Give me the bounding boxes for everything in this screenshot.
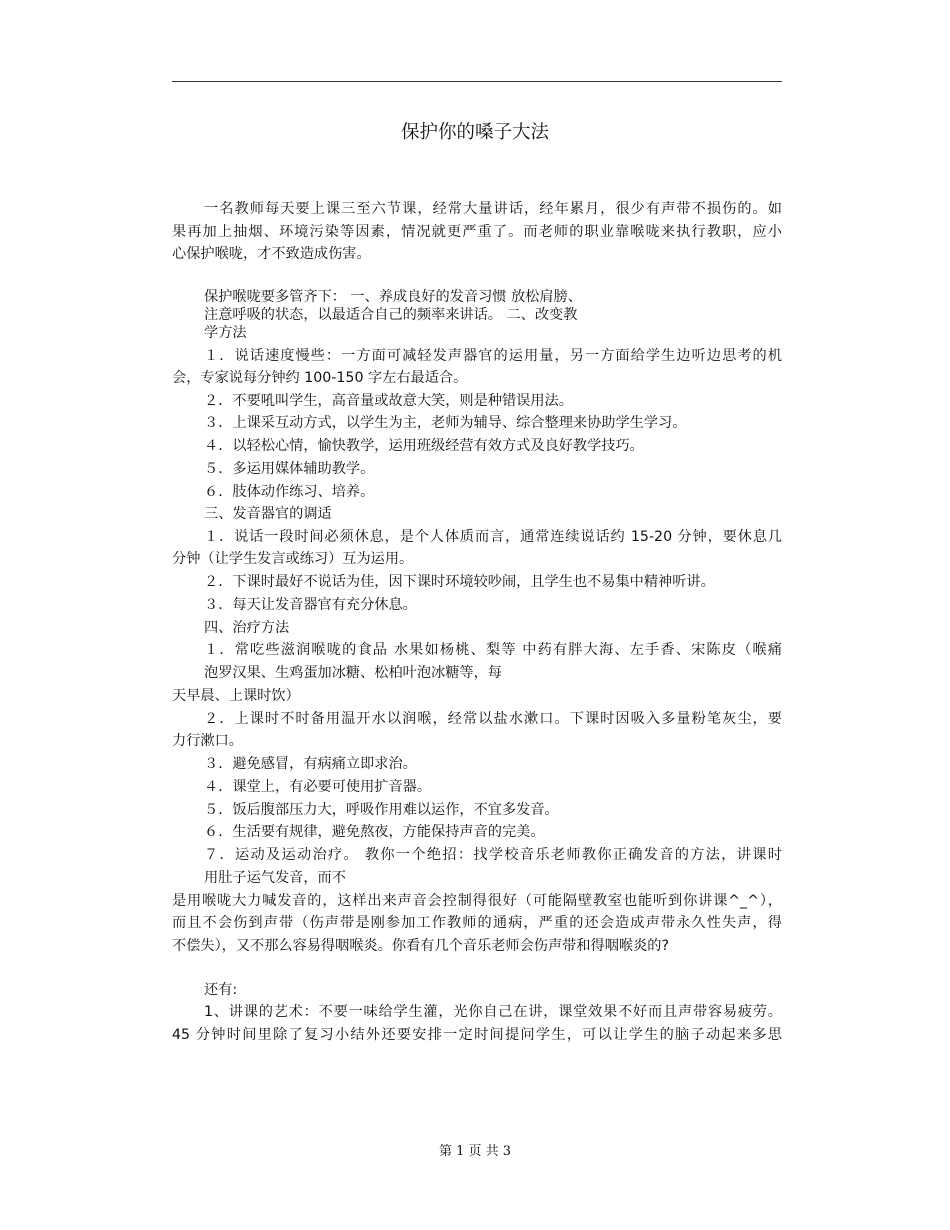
body-line: 分钟（让学生发言或练习）互为运用。 — [172, 551, 414, 567]
body-line: 保护喉咙要多管齐下： 一、养成良好的发音习惯 放松肩膀、 — [204, 289, 582, 305]
body-line: １．常吃些滋润喉咙的食品 水果如杨桃、梨等 中药有胖大海、左手香、宋陈皮（喉痛 — [204, 642, 782, 658]
body-line: 不偿失），又不那么容易得咽喉炎。你看有几个音乐老师会伤声带和得咽喉炎的? — [172, 938, 669, 954]
body-line: 注意呼吸的状态，以最适合自己的频率来讲话。 二、改变教 — [204, 307, 578, 323]
body-line: 泡罗汉果、生鸡蛋加冰糖、松柏叶泡冰糖等，每 — [204, 665, 502, 681]
body-line: 是用喉咙大力喊发音的，这样出来声音会控制得很好（可能隔壁教室也能听到你讲课^_^）， — [172, 893, 782, 909]
body-line: ３．上课采互动方式，以学生为主，老师为辅导、综合整理来协助学生学习。 — [204, 415, 687, 431]
page-title: 保护你的嗓子大法 — [400, 122, 549, 143]
body-line: ３．每天让发音器官有充分休息。 — [204, 597, 417, 613]
body-line: 1、讲课的艺术：不要一味给学生灌，光你自己在讲，课堂效果不好而且声带容易疲劳。 — [204, 1004, 782, 1020]
body-line: 会，专家说每分钟约 100-150 字左右最适合。 — [172, 370, 468, 386]
header-rule — [172, 81, 782, 82]
body-line: １．说话速度慢些：一方面可减轻发声器官的运用量，另一方面给学生边听边思考的机 — [204, 348, 782, 364]
section-heading: 四、治疗方法 — [204, 620, 290, 636]
body-line: 而且不会伤到声带（伤声带是刚参加工作教师的通病，严重的还会造成声带永久性失声，得 — [172, 915, 782, 931]
intro-line-3: 心保护喉咙，才不致造成伤害。 — [172, 246, 371, 262]
body-line: 还有: — [204, 982, 238, 998]
body-line: ６．生活要有规律，避免熬夜，方能保持声音的完美。 — [204, 824, 545, 840]
body-line: ５．多运用媒体辅助教学。 — [204, 461, 375, 477]
body-line: ２．不要吼叫学生，高音量或故意大笑，则是种错误用法。 — [204, 393, 573, 409]
intro-line-2: 果再加上抽烟、环境污染等因素，情况就更严重了。而老师的职业靠喉咙来执行教职，应小 — [172, 224, 782, 240]
body-line: ２．上课时不时备用温开水以润喉，经常以盐水漱口。下课时因吸入多量粉笔灰尘，要 — [204, 711, 782, 727]
body-line: 用肚子运气发音，而不 — [204, 870, 346, 886]
intro-line-1: 一名教师每天要上课三至六节课，经常大量讲话，经年累月，很少有声带不损伤的。如 — [204, 201, 782, 217]
body-line: 45 分钟时间里除了复习小结外还要安排一定时间提问学生，可以让学生的脑子动起来多思 — [172, 1027, 782, 1043]
body-line: １．说话一段时间必须休息，是个人体质而言，通常连续说话约 15-20 分钟，要休息几 — [204, 529, 782, 545]
body-line: ５．饭后腹部压力大，呼吸作用难以运作，不宜多发音。 — [204, 802, 559, 818]
body-line: ２．下课时最好不说话为佳，因下课时环境较吵闹，且学生也不易集中精神听讲。 — [204, 574, 715, 590]
page-footer: 第 1 页 共 3 — [438, 1144, 512, 1159]
body-line: ７．运动及运动治疗。 教你一个绝招：找学校音乐老师教你正确发音的方法，讲课时 — [204, 847, 782, 863]
body-line: 力行漱口。 — [172, 733, 243, 749]
body-line: 学方法 — [204, 325, 247, 341]
section-heading: 三、发音器官的调适 — [204, 506, 332, 522]
body-line: ４．以轻松心情，愉快教学，运用班级经营有效方式及良好教学技巧。 — [204, 438, 644, 454]
body-line: 天早晨、上课时饮） — [172, 688, 300, 704]
body-line: ６．肢体动作练习、培养。 — [204, 484, 375, 500]
body-line: ４．课堂上，有必要可使用扩音器。 — [204, 779, 432, 795]
body-line: ３．避免感冒，有病痛立即求治。 — [204, 756, 417, 772]
